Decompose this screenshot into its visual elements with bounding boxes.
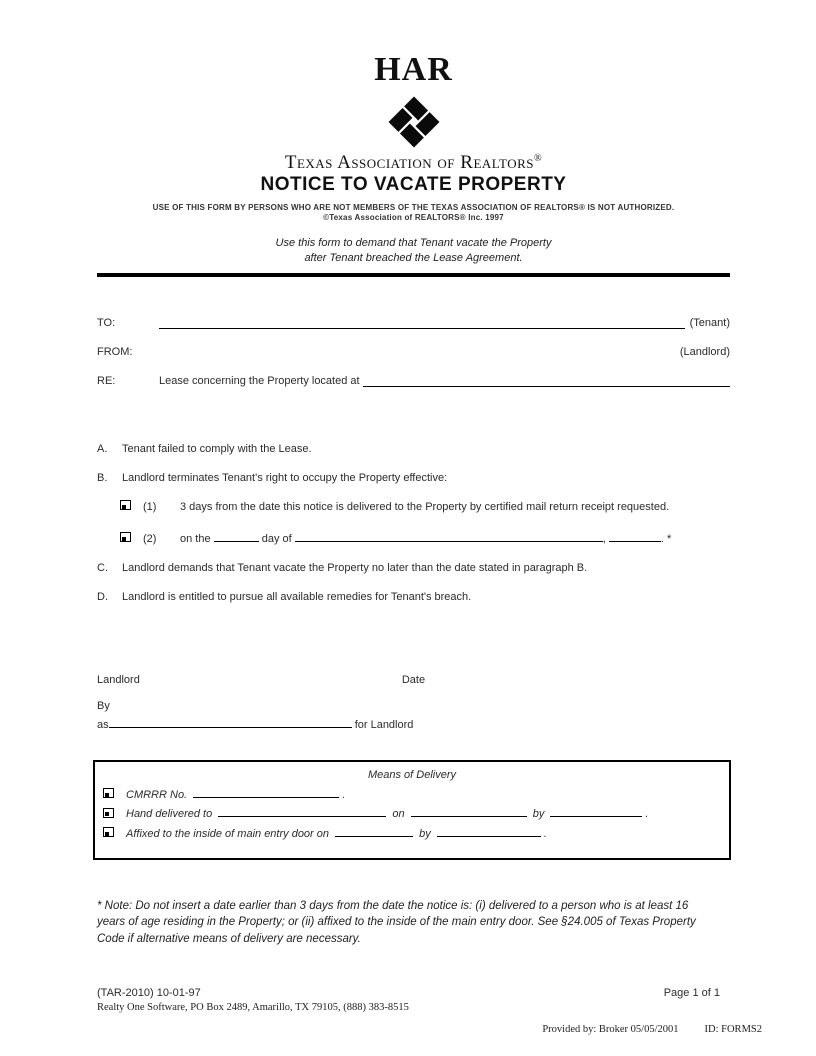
re-row xyxy=(97,368,730,387)
delivery-affixed-text xyxy=(126,823,547,842)
paragraph-a-letter: A. xyxy=(97,443,108,455)
tenant-name-field-2[interactable] xyxy=(575,315,685,329)
paragraph-b xyxy=(97,470,730,487)
option-b2-mid: day of xyxy=(261,533,292,545)
paragraph-d xyxy=(97,589,730,606)
to-label: TO: xyxy=(97,317,116,329)
option-b2-row xyxy=(120,528,730,548)
as-row xyxy=(97,714,730,733)
brand-title: HAR xyxy=(374,51,453,88)
paragraph-c-letter: C. xyxy=(97,562,108,574)
option-b1-text: 3 days from the date this notice is delivered to the Property by certified mail return receipt requested. xyxy=(180,501,670,513)
checkbox-icon[interactable] xyxy=(103,827,114,837)
date-label: Date xyxy=(401,674,426,686)
tar-diamond-logo-icon xyxy=(388,96,440,148)
landlord-signature-label: Landlord xyxy=(97,674,140,686)
copyright-line: ©Texas Association of REALTORS® Inc. 1997 xyxy=(323,213,504,222)
hand-by-label: by xyxy=(532,808,545,820)
paragraph-d-text: Landlord is entitled to pursue all available remedies for Tenant's breach. xyxy=(122,591,472,603)
delivery-option-hand xyxy=(103,803,721,822)
usage-notice-line: USE OF THIS FORM BY PERSONS WHO ARE NOT MEMBERS OF THE TEXAS ASSOCIATION OF REALTORS® IS NOT AUTHORIZED. xyxy=(152,203,675,212)
logo-container xyxy=(97,96,730,148)
re-text: Lease concerning the Property located at xyxy=(159,375,360,387)
delivery-cmrrr-text xyxy=(126,784,345,803)
means-of-delivery-title: Means of Delivery xyxy=(367,769,457,781)
checkbox-icon[interactable] xyxy=(120,500,131,510)
affixed-by-field[interactable] xyxy=(437,823,541,837)
form-instructions xyxy=(97,236,730,266)
association-name-text: Texas Association of Realtors xyxy=(284,152,535,173)
option-b2-text xyxy=(180,528,671,548)
association-name xyxy=(97,148,730,174)
delivery-hand-text xyxy=(126,803,648,822)
by-label: By xyxy=(97,700,110,712)
signature-header-row xyxy=(97,674,730,686)
cmrrr-number-field[interactable] xyxy=(193,784,339,798)
paragraph-a xyxy=(97,441,730,458)
affixed-label: Affixed to the inside of main entry door on xyxy=(126,827,330,840)
checkbox-icon[interactable] xyxy=(103,808,114,818)
option-b2-comma: , xyxy=(602,533,606,545)
affixed-by-label: by xyxy=(419,827,431,840)
page-footer xyxy=(97,986,762,1036)
provided-by: Provided by: Broker 05/05/2001 xyxy=(542,1024,679,1035)
checkbox-icon[interactable] xyxy=(103,788,114,798)
paragraph-c xyxy=(97,560,730,577)
checkbox-icon[interactable] xyxy=(120,532,131,542)
hand-delivered-date-field[interactable] xyxy=(411,803,527,817)
page-number: Page 1 of 1 xyxy=(663,987,720,999)
tenant-name-field[interactable] xyxy=(159,315,575,329)
body-paragraphs xyxy=(97,441,730,606)
header-divider xyxy=(97,273,730,277)
delivery-option-affixed xyxy=(103,823,721,842)
option-b2-number: (2) xyxy=(143,533,157,545)
software-credit: Realty One Software, PO Box 2489, Amarillo, TX 79105, (888) 383-8515 xyxy=(97,1002,409,1013)
paragraph-c-text: Landlord demands that Tenant vacate the Property no later than the date stated in paragraph B. xyxy=(122,562,588,574)
option-b2-end: . * xyxy=(660,533,672,545)
footnote: * Note: Do not insert a date earlier than 3 days from the date the notice is: (i) delivered to a person who is at least 16 years of age residing in the Property; or (ii) affixed to the inside of the main entry door. See §24.005 of Texas Property Code if alternative means of delivery are necessary. xyxy=(97,899,696,945)
paragraph-d-letter: D. xyxy=(97,591,108,603)
signature-section xyxy=(97,674,730,733)
year-field[interactable] xyxy=(609,528,661,542)
to-row xyxy=(97,310,730,329)
instruction-line-1: Use this form to demand that Tenant vacate the Property xyxy=(275,237,552,249)
option-b2-prefix: on the xyxy=(180,533,211,545)
hand-delivered-label: Hand delivered to xyxy=(126,808,213,820)
for-landlord-label: for Landlord xyxy=(354,719,414,731)
landlord-caption: (Landlord) xyxy=(679,346,730,358)
option-b1-number: (1) xyxy=(143,501,157,513)
means-of-delivery-box xyxy=(93,760,731,860)
instruction-line-2: after Tenant breached the Lease Agreement. xyxy=(304,252,523,264)
hand-delivered-by-field[interactable] xyxy=(550,803,642,817)
form-id: ID: FORMS2 xyxy=(704,1024,762,1035)
period: . xyxy=(342,788,346,801)
option-b1-row xyxy=(120,499,730,516)
paragraph-b-text: Landlord terminates Tenant's right to occupy the Property effective: xyxy=(122,472,448,484)
from-label: FROM: xyxy=(97,346,133,358)
as-label: as xyxy=(97,719,109,731)
day-number-field[interactable] xyxy=(214,528,259,542)
registered-trademark-symbol: ® xyxy=(534,153,543,164)
property-address-field[interactable] xyxy=(363,373,730,387)
period: . xyxy=(543,827,547,840)
form-code: (TAR-2010) 10-01-97 xyxy=(97,987,201,999)
from-row xyxy=(97,339,730,358)
tenant-caption: (Tenant) xyxy=(689,317,730,329)
re-label: RE: xyxy=(97,375,116,387)
paragraph-b-letter: B. xyxy=(97,472,108,484)
cmrrr-label: CMRRR No. xyxy=(126,788,188,801)
affixed-date-field[interactable] xyxy=(335,823,413,837)
delivery-option-cmrrr xyxy=(103,784,721,803)
month-field[interactable] xyxy=(295,528,603,542)
footer-row-1 xyxy=(97,986,762,1000)
usage-notice xyxy=(97,203,730,223)
footer-row-3 xyxy=(97,1023,762,1036)
document-title: NOTICE TO VACATE PROPERTY xyxy=(260,174,567,195)
hand-delivered-person-field[interactable] xyxy=(218,803,386,817)
period: . xyxy=(645,808,649,820)
paragraph-a-text: Tenant failed to comply with the Lease. xyxy=(122,443,312,455)
agent-name-field[interactable] xyxy=(109,714,352,728)
hand-on-label: on xyxy=(392,808,405,820)
